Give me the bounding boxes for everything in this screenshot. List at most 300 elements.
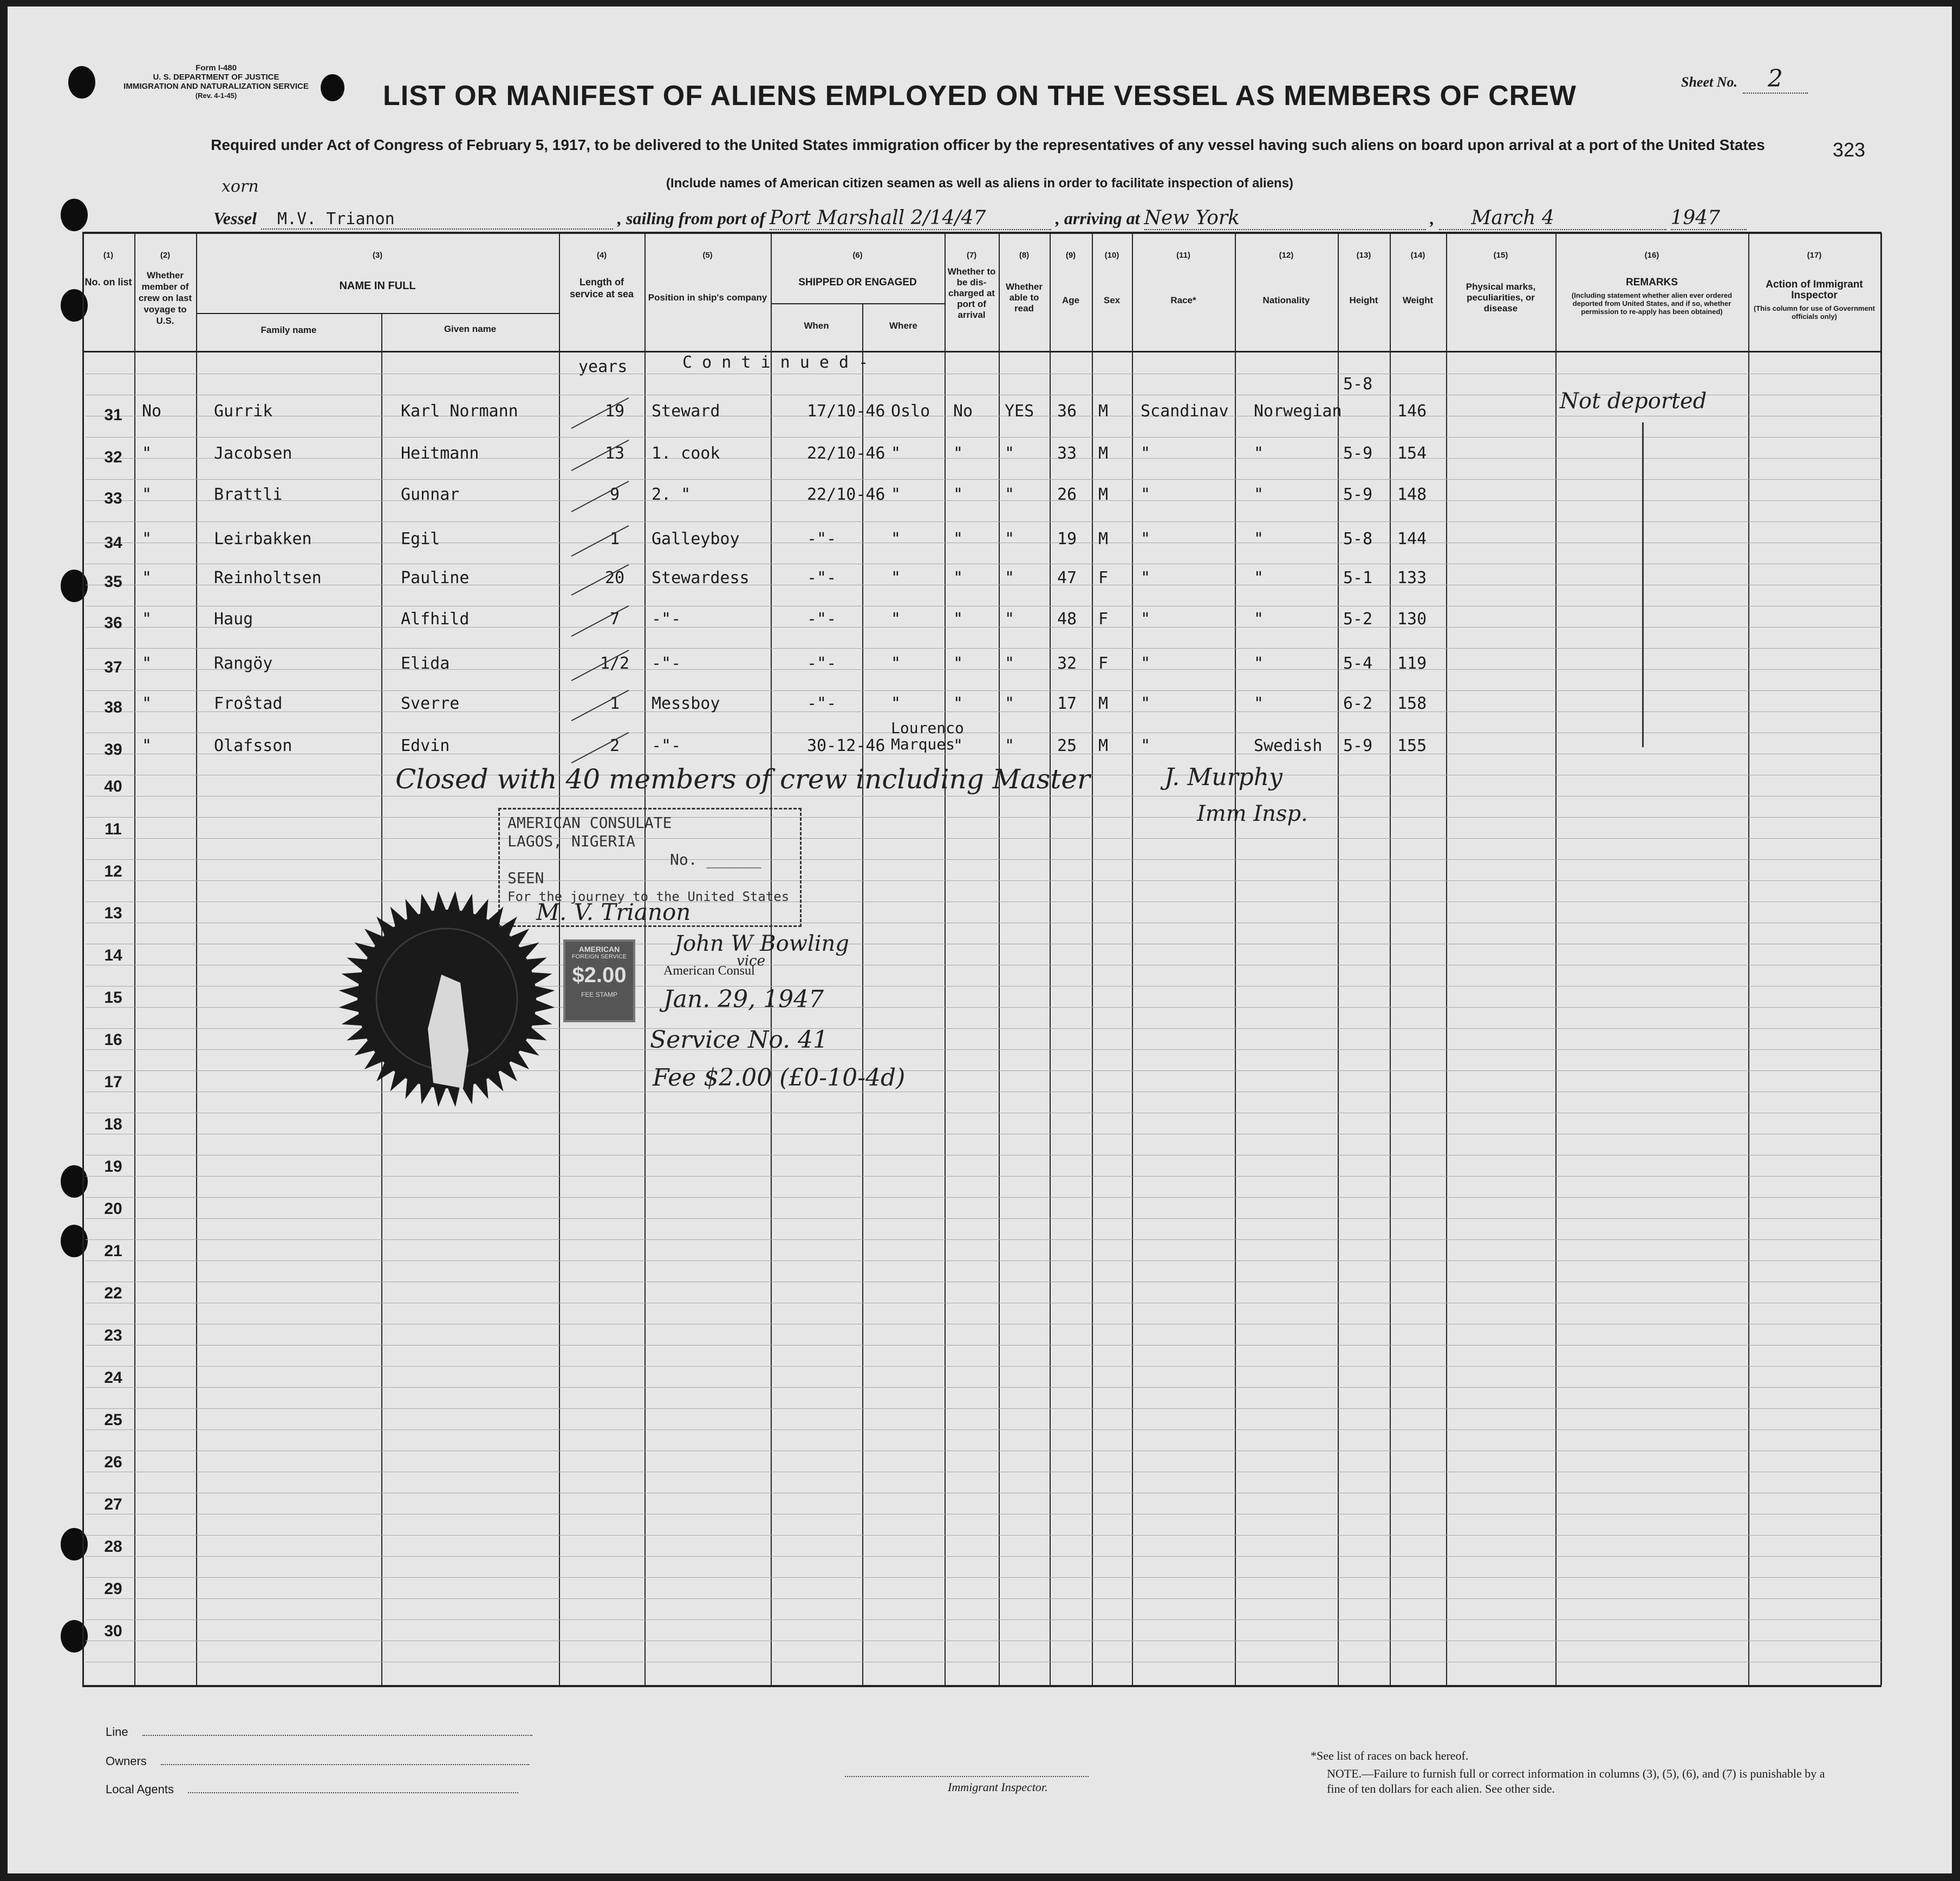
cell-age: 47 (1057, 569, 1077, 587)
arrival-year: 1947 (1671, 207, 1747, 230)
cell-nat: " (1254, 569, 1264, 587)
col7-number: (7) (966, 251, 977, 260)
col8-number: (8) (1019, 251, 1030, 260)
col12-header: Nationality (1262, 295, 1310, 305)
cell-read: " (1005, 485, 1015, 504)
row-number: 20 (104, 1200, 122, 1218)
cell-height: 5-9 (1343, 736, 1373, 755)
page-title: LIST OR MANIFEST OF ALIENS EMPLOYED ON THE VESSEL AS MEMBERS OF CREW (383, 80, 1577, 112)
revenue-stamp-value: $2.00 (572, 963, 627, 987)
cell-position: 2. " (652, 485, 691, 504)
row-number: 19 (104, 1158, 122, 1175)
revenue-stamp-text: FEE STAMP (581, 991, 618, 998)
ruled-line (86, 838, 1881, 839)
cell-height: 6-2 (1343, 694, 1373, 713)
cell-given: Heitmann (401, 444, 479, 463)
ruled-line (86, 690, 1881, 691)
cell-nat: Swedish (1254, 736, 1323, 755)
cell-sex: M (1098, 402, 1109, 421)
cell-service: 1 (609, 530, 620, 548)
cell-service: 1 (609, 694, 620, 713)
cell-race: " (1141, 485, 1151, 504)
col6-header: SHIPPED OR ENGAGED (798, 277, 917, 288)
sailing-label: , sailing from port of (617, 208, 765, 228)
cell-when: -"- (807, 694, 837, 713)
row-number: 14 (104, 946, 122, 964)
where-header: Where (889, 321, 917, 331)
cell-service: 20 (604, 569, 625, 587)
cell-nat: " (1254, 444, 1264, 463)
remarks-not-deported: Not deported (1560, 389, 1707, 414)
cell-age: 36 (1057, 402, 1077, 421)
stamp-line: AMERICAN CONSULATE (507, 814, 672, 832)
cell-weight: 148 (1397, 485, 1427, 504)
ruled-line (86, 1429, 1881, 1430)
row-number: 32 (104, 448, 122, 466)
cell-nat: Norwegian (1254, 402, 1342, 421)
revenue-stamp-text: AMERICAN (578, 945, 620, 953)
ruled-line (86, 1218, 1881, 1219)
cell-when: 22/10-46 (807, 444, 885, 463)
ruled-line (86, 817, 1881, 818)
row-number: 38 (104, 698, 122, 716)
cell-weight: 155 (1397, 736, 1427, 755)
cell-service: 13 (604, 444, 625, 463)
cell-disch: " (953, 654, 963, 673)
cell-where: " (891, 569, 901, 587)
cell-position: Messboy (652, 694, 720, 713)
sheet-number-value: 2 (1743, 65, 1808, 94)
cell-age: 19 (1057, 530, 1077, 548)
ruled-line (86, 1260, 1881, 1261)
row-number: 11 (105, 820, 122, 838)
header-bottom-border (82, 351, 1881, 352)
cell-when: -"- (807, 654, 837, 673)
consular-fee: Fee $2.00 (£0-10-4d) (653, 1064, 906, 1092)
cell-read: YES (1005, 402, 1034, 421)
cell-read: " (1005, 444, 1015, 463)
col8-header: Whether able to read (1006, 282, 1043, 314)
footer-line (106, 1725, 532, 1739)
row-number: 30 (104, 1622, 122, 1640)
row-number: 13 (104, 904, 122, 922)
ruled-line (86, 1619, 1881, 1620)
cell-weight: 146 (1397, 402, 1427, 421)
ruled-line (86, 1239, 1881, 1240)
col13-header: Height (1349, 295, 1378, 305)
cell-disch: " (953, 569, 963, 587)
cell-position: Stewardess (652, 569, 750, 587)
cell-position: 1. cook (652, 444, 720, 463)
cell-position: -"- (652, 654, 681, 673)
row-number: 28 (104, 1538, 122, 1556)
cell-age: 26 (1057, 485, 1077, 504)
ruled-line (86, 669, 1881, 670)
cell-read: " (1005, 610, 1015, 629)
cell-race: " (1141, 610, 1151, 629)
row-number: 25 (104, 1411, 122, 1429)
cell-when: -"- (807, 530, 837, 548)
col16-number: (16) (1644, 251, 1659, 260)
closing-note: Closed with 40 members of crew including Master (395, 763, 1090, 795)
col17-number: (17) (1807, 251, 1822, 260)
cell-given: Egil (401, 530, 440, 548)
cell-where: " (891, 530, 901, 548)
cell-weight: 144 (1397, 530, 1427, 548)
cell-prev: " (142, 654, 152, 673)
cell-weight: 154 (1397, 444, 1427, 463)
row-number: 22 (104, 1284, 122, 1302)
col-divider (999, 233, 1000, 1685)
arriving-label: , arriving at (1055, 208, 1140, 228)
row-number: 21 (104, 1242, 122, 1260)
col-divider (1446, 233, 1447, 1685)
cell-nat: " (1254, 610, 1264, 629)
races-note: *See list of races on back hereof. (1311, 1749, 1469, 1762)
stamp-line: SEEN (507, 869, 544, 887)
ruled-line (86, 1387, 1881, 1388)
inspector-sign-line (845, 1776, 1089, 1777)
continued-label: C o n t i n u e d - (682, 353, 869, 372)
col3-number: (3) (372, 251, 383, 260)
agents-label: Local Agents (106, 1782, 174, 1796)
row-number: 33 (104, 489, 122, 507)
cell-weight: 119 (1397, 654, 1427, 673)
col16-header: REMARKS (1625, 277, 1678, 288)
cell-race: " (1141, 654, 1151, 673)
ruled-line (86, 859, 1881, 860)
cell-family: Olafsson (214, 736, 292, 755)
revision: (Rev. 4-1-45) (195, 92, 237, 100)
cell-where: Oslo (891, 402, 930, 421)
cell-prev: " (142, 736, 152, 755)
sailing-port: Port Marshall 2/14/47 (770, 207, 1051, 230)
footer-owners (106, 1754, 529, 1768)
ruled-line (86, 479, 1881, 480)
row-number: 18 (104, 1115, 122, 1133)
cell-given: Edvin (401, 736, 450, 755)
col10-header: Sex (1103, 295, 1121, 305)
penalty-note: NOTE.—Failure to furnish full or correct information in columns (3), (5), (6), and (7) is punishable by a fine of ten dollars for each alien. See other side. (1327, 1767, 1825, 1795)
cell-prev: No (142, 402, 162, 421)
line-label: Line (106, 1725, 128, 1739)
vessel-line: Vessel M.V. Trianon , sailing from port of Port Marshall 2/14/47 , arriving at New York , March 4 1947 (213, 207, 1747, 230)
years-label: years (578, 357, 628, 376)
given-name-header: Given name (444, 324, 497, 334)
col2-header: Whether member of crew on last voyage to U.S. (138, 270, 192, 326)
consular-date: Jan. 29, 1947 (663, 985, 824, 1013)
col4-header: Length of service at sea (569, 277, 634, 299)
col7-header: Whether to be dis-charged at port of arrival (947, 266, 996, 320)
cell-where: " (891, 485, 901, 504)
col4-number: (4) (596, 251, 607, 260)
table-bottom-border (82, 1685, 1881, 1687)
requirement-text: Required under Act of Congress of February 5, 1917, to be delivered to the United States immigration officer by the representatives of any vessel having such aliens on board upon arrival at a port of the United States (211, 136, 1765, 153)
cell-when: 17/10-46 (807, 402, 885, 421)
cell-sex: M (1098, 736, 1109, 755)
stamp-line: LAGOS, NIGERIA (507, 832, 636, 850)
row-number: 37 (104, 658, 122, 676)
stamp-line: For the journey to the United States (507, 889, 790, 904)
col11-number: (11) (1176, 251, 1190, 260)
col-divider (1092, 233, 1093, 1685)
col1-header: No. on list (84, 277, 132, 288)
cell-weight: 130 (1397, 610, 1427, 629)
vessel-annotation: xorn (222, 177, 259, 196)
col9-number: (9) (1065, 251, 1076, 260)
col3-header: NAME IN FULL (339, 280, 416, 292)
col15-header: Physical marks, peculiarities, or disease (1466, 282, 1536, 314)
cell-when: 22/10-46 (807, 485, 885, 504)
cell-race: " (1141, 569, 1151, 587)
cell-nat: " (1254, 485, 1264, 504)
cell-race: " (1141, 694, 1151, 713)
punch-hole (61, 199, 88, 231)
cell-given: Sverre (401, 694, 460, 713)
cell-height: 5-8 (1343, 375, 1373, 394)
ruled-line (86, 1408, 1881, 1409)
cell-given: Elida (401, 654, 450, 673)
cell-service: 19 (604, 402, 625, 421)
ruled-line (86, 1345, 1881, 1346)
cell-nat: " (1254, 694, 1264, 713)
cell-position: Galleyboy (652, 530, 740, 548)
cell-prev: " (142, 694, 152, 713)
cell-age: 25 (1057, 736, 1077, 755)
cell-position: Steward (652, 402, 720, 421)
consular-vice: vice (737, 953, 765, 969)
col14-header: Weight (1402, 295, 1434, 305)
family-name-header: Family name (261, 325, 317, 335)
col-divider (945, 233, 946, 1685)
col12-number: (12) (1279, 251, 1294, 260)
cell-disch: " (953, 610, 963, 629)
col-divider (1748, 233, 1749, 1685)
footer-agents (106, 1782, 518, 1797)
cell-height: 5-8 (1343, 530, 1373, 548)
col9-header: Age (1062, 295, 1080, 305)
cell-where: " (891, 694, 901, 713)
when-header: When (804, 321, 829, 331)
cell-sex: F (1098, 654, 1109, 673)
col-divider (1555, 233, 1557, 1685)
col-divider (1390, 233, 1391, 1685)
cell-race: " (1141, 530, 1151, 548)
cell-family: Reinholtsen (214, 569, 322, 587)
cell-disch: " (953, 736, 963, 755)
cell-position: -"- (652, 610, 681, 629)
cell-height: 5-9 (1343, 444, 1373, 463)
col5-number: (5) (702, 251, 713, 260)
col-divider (559, 233, 560, 1685)
cell-position: -"- (652, 736, 681, 755)
ruled-line (86, 458, 1881, 459)
cell-given: Alfhild (401, 610, 470, 629)
ruled-line (86, 648, 1881, 649)
cell-disch: " (953, 485, 963, 504)
col11-header: Race* (1170, 295, 1196, 305)
row-number: 12 (104, 863, 122, 880)
cell-prev: " (142, 610, 152, 629)
cell-read: " (1005, 654, 1015, 673)
cell-height: 5-2 (1343, 610, 1373, 629)
row-number: 15 (104, 989, 122, 1007)
row-number: 23 (104, 1327, 122, 1344)
corner-number: 323 (1832, 139, 1865, 161)
inspector-signature: J. Murphy (1164, 763, 1282, 791)
stamp-line: No. ______ (670, 851, 761, 868)
col-divider (82, 233, 84, 1685)
cell-service: 9 (609, 485, 620, 504)
cell-sex: M (1098, 530, 1109, 548)
cell-disch: " (953, 530, 963, 548)
cell-race: " (1141, 736, 1151, 755)
cell-prev: " (142, 485, 152, 504)
row-number: 35 (104, 573, 122, 591)
cell-age: 48 (1057, 610, 1077, 629)
cell-family: Froŝtad (214, 694, 283, 713)
row-number: 24 (104, 1369, 122, 1387)
row-number: 31 (104, 406, 122, 424)
cell-sex: M (1098, 485, 1109, 504)
row-number: 16 (104, 1031, 122, 1049)
cell-family: Rangöy (214, 654, 273, 673)
cell-read: " (1005, 694, 1015, 713)
consular-signature: John W Bowling (674, 931, 849, 956)
cell-where: Lourenco Marques (891, 719, 964, 753)
col5-header: Position in ship's company (648, 292, 767, 303)
owners-label: Owners (106, 1754, 147, 1768)
cell-read: " (1005, 530, 1015, 548)
remarks-ditto-line (1642, 422, 1644, 747)
cell-race: " (1141, 444, 1151, 463)
revenue-stamp-text: FOREIGN SERVICE (571, 953, 627, 960)
include-note: (Include names of American citizen seamen as well as aliens in order to facilitate inspection of aliens) (666, 176, 1294, 191)
row-number: 34 (104, 534, 122, 552)
cell-when: -"- (807, 610, 837, 629)
ruled-line (86, 1598, 1881, 1599)
col1-number: (1) (103, 251, 114, 260)
consular-service-no: Service No. 41 (650, 1026, 828, 1054)
cell-service: 7 (609, 610, 620, 629)
cell-sex: M (1098, 694, 1109, 713)
consular-seal-icon (336, 888, 558, 1110)
row-number: 40 (104, 778, 122, 795)
cell-age: 33 (1057, 444, 1077, 463)
col-divider (1050, 233, 1051, 1685)
cell-family: Jacobsen (214, 444, 292, 463)
cell-family: Leirbakken (214, 530, 312, 548)
cell-sex: F (1098, 569, 1109, 587)
cell-family: Gurrik (214, 402, 273, 421)
row-number: 36 (104, 614, 122, 632)
cell-where: " (891, 610, 901, 629)
row-number: 27 (104, 1495, 122, 1513)
ruled-line (86, 500, 1881, 501)
cell-prev: " (142, 444, 152, 463)
ruled-line (86, 1176, 1881, 1177)
col14-number: (14) (1410, 251, 1425, 260)
cell-weight: 158 (1397, 694, 1427, 713)
name-subheader-line (196, 313, 559, 314)
arriving-port: New York (1144, 207, 1426, 230)
form-number: Form I-480 (196, 63, 237, 73)
col-divider (644, 233, 646, 1685)
col6-number: (6) (852, 251, 863, 260)
consular-title: American Consul (663, 964, 755, 978)
row-number: 39 (104, 741, 122, 759)
cell-read: " (1005, 569, 1015, 587)
row-number: 26 (104, 1453, 122, 1471)
col10-number: (10) (1104, 251, 1119, 260)
cell-given: Karl Normann (401, 402, 518, 421)
col-divider (771, 233, 772, 1685)
ruled-line (86, 711, 1881, 712)
col-divider (196, 233, 197, 1685)
cell-prev: " (142, 569, 152, 587)
cell-height: 5-4 (1343, 654, 1373, 673)
cell-service: 1/2 (600, 654, 630, 673)
arrival-date: March 4 (1439, 207, 1666, 230)
cell-sex: M (1098, 444, 1109, 463)
ruled-line (86, 1577, 1881, 1578)
consular-vessel-name: M. V. Trianon (536, 899, 691, 925)
ruled-line (86, 521, 1881, 522)
col-divider (862, 303, 863, 1685)
row-number: 17 (104, 1073, 122, 1091)
col16-subheader: (Including statement whether alien ever ordered deported from United States, and if so, whether permission to re-apply has been obtained) (1571, 291, 1733, 316)
service: IMMIGRATION AND NATURALIZATION SERVICE (123, 82, 309, 91)
vessel-name: M.V. Trianon (261, 210, 613, 230)
cell-sex: F (1098, 610, 1109, 629)
cell-height: 5-9 (1343, 485, 1373, 504)
cell-when: 30-12-46 (807, 736, 885, 755)
cell-height: 5-1 (1343, 569, 1373, 587)
cell-disch: No (953, 402, 973, 421)
col-divider (1132, 233, 1133, 1685)
cell-disch: " (953, 444, 963, 463)
col13-number: (13) (1356, 251, 1371, 260)
cell-age: 32 (1057, 654, 1077, 673)
cell-disch: " (953, 694, 963, 713)
ruled-line (86, 880, 1881, 881)
col17-header: Action of Immigrant Inspector (1766, 279, 1863, 301)
sheet-label: Sheet No. (1681, 74, 1737, 90)
department: U. S. DEPARTMENT OF JUSTICE (153, 73, 279, 82)
cell-nat: " (1254, 654, 1264, 673)
cell-weight: 133 (1397, 569, 1427, 587)
ruled-line (86, 1197, 1881, 1198)
cell-given: Pauline (401, 569, 470, 587)
cell-given: Gunnar (401, 485, 460, 504)
cell-where: " (891, 444, 901, 463)
cell-age: 17 (1057, 694, 1077, 713)
row-number: 29 (104, 1580, 122, 1598)
cell-read: " (1005, 736, 1015, 755)
cell-where: " (891, 654, 901, 673)
col-divider (1880, 233, 1882, 1685)
cell-family: Haug (214, 610, 253, 629)
col17-subheader: (This column for use of Government officials only) (1754, 304, 1875, 321)
col-divider (1338, 233, 1339, 1685)
col15-number: (15) (1493, 251, 1508, 260)
cell-race: Scandinav (1141, 402, 1229, 421)
cell-when: -"- (807, 569, 837, 587)
cell-family: Brattli (214, 485, 283, 504)
ruled-line (86, 627, 1881, 628)
cell-prev: " (142, 530, 152, 548)
cell-nat: " (1254, 530, 1264, 548)
